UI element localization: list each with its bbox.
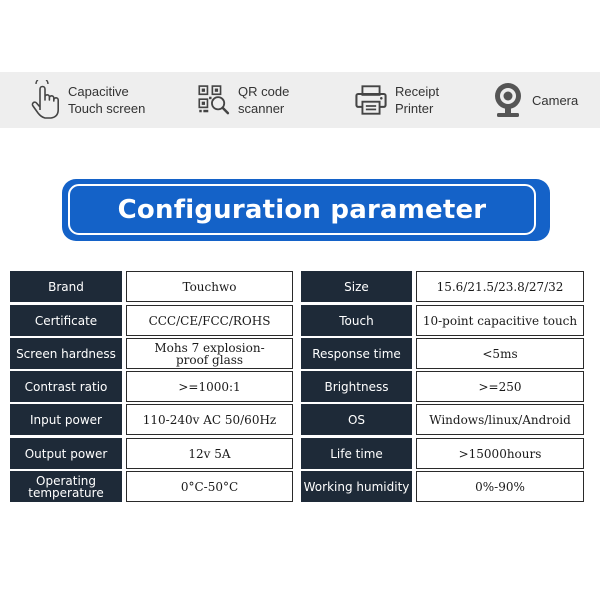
- spec-value: [126, 471, 293, 502]
- spec-label: [301, 471, 412, 502]
- spec-label: [10, 438, 122, 469]
- spec-value: [126, 305, 293, 336]
- spec-value-text: 0°C-50°C: [180, 479, 239, 494]
- spec-value: [126, 438, 293, 469]
- spec-label-text: Screen hardness: [16, 346, 116, 361]
- spec-label-text: Input power: [30, 412, 102, 427]
- spec-label-text: OS: [347, 412, 366, 427]
- spec-value-text: >15000hours: [458, 446, 542, 461]
- spec-label-text: Response time: [312, 346, 401, 361]
- spec-value: [126, 271, 293, 302]
- spec-label: [301, 438, 412, 469]
- spec-value-text: Touchwo: [182, 279, 237, 294]
- spec-label-text: Contrast ratio: [24, 379, 108, 394]
- spec-label: [10, 338, 122, 369]
- qr-scanner-icon: [196, 82, 232, 118]
- feature-touch-label: [68, 83, 145, 117]
- spec-label-text: Working humidity: [303, 479, 410, 494]
- spec-label-text: Operating temperature: [28, 473, 104, 500]
- feature-printer-line2: Printer: [395, 101, 434, 116]
- feature-qr-line2: scanner: [238, 101, 285, 116]
- feature-camera-line1: Camera: [532, 92, 579, 108]
- spec-value-text: >=250: [478, 379, 522, 394]
- spec-label-text: Output power: [24, 446, 108, 461]
- spec-label: [10, 471, 122, 502]
- spec-label: [10, 305, 122, 336]
- spec-value-text: 110-240v AC 50/60Hz: [142, 412, 277, 427]
- banner-title: Configuration parameter: [117, 194, 487, 225]
- feature-strip: [0, 72, 600, 128]
- spec-label: [301, 371, 412, 402]
- spec-label-text: Size: [344, 279, 369, 294]
- spec-label-text: Certificate: [34, 313, 98, 328]
- spec-value-text: 0%-90%: [475, 479, 525, 494]
- spec-value-text: 10-point capacitive touch: [422, 313, 578, 328]
- feature-touch: [26, 72, 145, 128]
- config-banner-frame: [68, 184, 536, 235]
- feature-qr: [196, 72, 289, 128]
- feature-camera-label: [532, 92, 578, 109]
- spec-value-text: <5ms: [482, 346, 518, 361]
- spec-value: [416, 271, 584, 302]
- feature-touch-line2: Touch screen: [68, 101, 146, 116]
- spec-value: [416, 471, 584, 502]
- feature-camera: [490, 72, 578, 128]
- feature-printer-line1: Receipt: [395, 84, 440, 99]
- feature-printer: [353, 72, 439, 128]
- feature-qr-line1: QR code: [238, 84, 290, 99]
- spec-label-text: Brand: [48, 279, 84, 294]
- feature-touch-line1: Capacitive: [68, 84, 129, 99]
- spec-value: [126, 371, 293, 402]
- spec-label-text: Brightness: [324, 379, 389, 394]
- spec-value-text: Windows/linux/Android: [429, 412, 571, 427]
- spec-value: [416, 404, 584, 435]
- spec-label: [301, 404, 412, 435]
- spec-value-text: >=1000:1: [178, 379, 241, 394]
- spec-label: [301, 338, 412, 369]
- spec-label-text: Life time: [330, 446, 383, 461]
- spec-value-text: 15.6/21.5/23.8/27/32: [436, 279, 564, 294]
- spec-label: [10, 271, 122, 302]
- spec-value: [416, 371, 584, 402]
- spec-label: [10, 404, 122, 435]
- config-banner: [62, 179, 550, 241]
- spec-label-text: Touch: [339, 313, 374, 328]
- camera-icon: [490, 82, 526, 118]
- spec-label: [10, 371, 122, 402]
- spec-value: [126, 404, 293, 435]
- feature-qr-label: [238, 83, 289, 117]
- spec-value-text: Mohs 7 explosion-proof glass: [154, 340, 265, 367]
- spec-value: [416, 305, 584, 336]
- spec-label: [301, 271, 412, 302]
- spec-value-text: 12v 5A: [188, 446, 231, 461]
- spec-value: [416, 338, 584, 369]
- printer-icon: [353, 82, 389, 118]
- spec-value: [126, 338, 293, 369]
- spec-value-text: CCC/CE/FCC/ROHS: [148, 313, 271, 328]
- touch-hand-icon: [26, 82, 62, 118]
- feature-printer-label: [395, 83, 439, 117]
- spec-value: [416, 438, 584, 469]
- spec-label: [301, 305, 412, 336]
